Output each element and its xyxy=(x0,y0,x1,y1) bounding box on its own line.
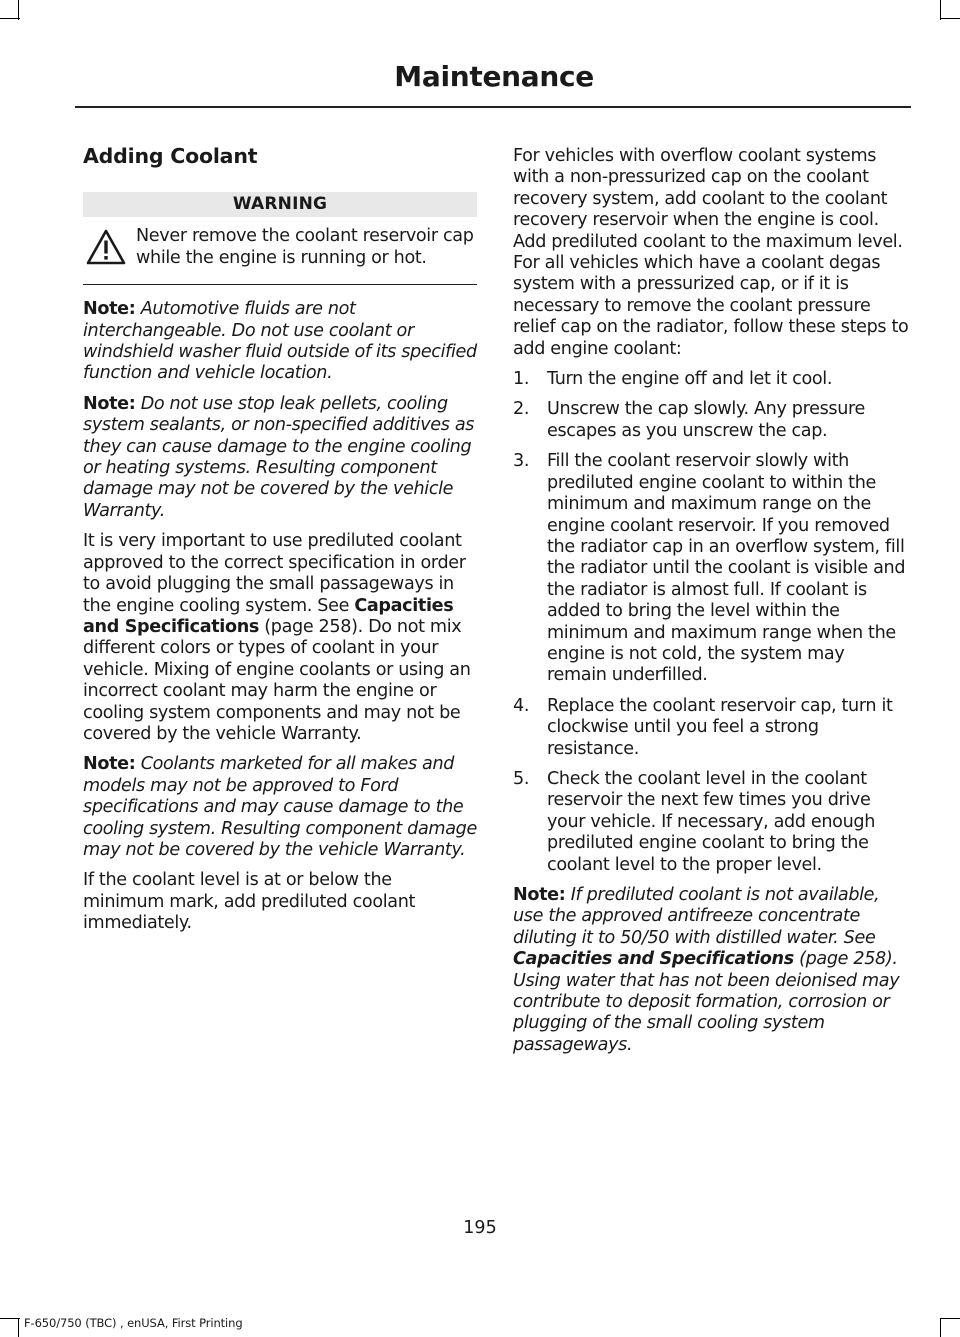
body-text: (page 258). Do not mix different colors or types of coolant in your vehicle. Mixing of engine coolants or using an incorrect coolant may harm the engine or cooling system components and may not be covered by the vehicle Warranty. xyxy=(83,616,471,744)
warning-triangle-icon xyxy=(86,229,126,265)
note-text: Do not use stop leak pellets, cooling system sealants, or non-specified additives as they can cause damage to the engine cooling or heating systems. Resulting component damage may not be covered by the vehicle Warranty. xyxy=(83,393,475,521)
note-paragraph xyxy=(83,299,477,385)
note-label: Note: xyxy=(83,393,136,414)
left-column xyxy=(83,146,477,944)
warning-body xyxy=(83,217,477,285)
note-text: Automotive fluids are not interchangeable. Do not use coolant or windshield washer fluid outside of its specified function and vehicle location. xyxy=(83,299,477,384)
step-number: 2. xyxy=(513,399,530,420)
footer-text: F-650/750 (TBC) , enUSA, First Printing xyxy=(24,1316,243,1330)
body-text: It is very important to use prediluted coolant approved to the correct specification in order to avoid plugging the small passageways in the engine cooling system. See xyxy=(83,531,466,616)
section-title: Maintenance xyxy=(394,60,594,93)
step-text: Fill the coolant reservoir slowly with prediluted engine coolant to within the minimum and maximum range on the engine coolant reservoir. If you removed the radiator cap in an overflow system, fill the radiator until the coolant is visible and the radiator is almost full. If coolant is added to bring the level within the minimum and maximum range when the engine is not cold, the system may remain underfilled. xyxy=(547,451,906,686)
body-paragraph: For vehicles with overflow coolant systems with a non-pressurized cap on the coolant recovery system, add coolant to the coolant recovery reservoir when the engine is cool. Add prediluted coolant to the maximum level. For all vehicles which have a coolant degas system with a pressurized cap, or if it is necessary to remove the coolant pressure relief cap on the radiator, follow these steps to add engine coolant: xyxy=(513,146,909,359)
crop-mark xyxy=(940,18,960,19)
step-text: Replace the coolant reservoir cap, turn it clockwise until you feel a strong resistance. xyxy=(547,695,893,759)
note-label: Note: xyxy=(83,754,136,775)
step-number: 5. xyxy=(513,768,530,789)
list-item xyxy=(513,451,909,686)
crop-mark xyxy=(0,18,20,19)
list-item xyxy=(513,769,909,876)
list-item xyxy=(513,369,909,390)
page-number: 195 xyxy=(463,1218,497,1238)
body-paragraph: If the coolant level is at or below the minimum mark, add prediluted coolant immediately. xyxy=(83,870,416,934)
note-paragraph xyxy=(513,885,909,1056)
body-paragraph xyxy=(83,531,477,745)
procedure-steps xyxy=(513,369,909,876)
cross-reference-link[interactable]: Capacities and Specifications xyxy=(513,949,794,970)
warning-label: WARNING xyxy=(83,192,477,217)
crop-mark xyxy=(940,0,941,20)
warning-box xyxy=(83,192,477,285)
note-text: If prediluted coolant is not available, use the approved antifreeze concentrate diluting it to 50/50 with distilled water. See xyxy=(513,885,880,948)
note-text: (page 258). Using water that has not been deionised may contribute to deposit formation, corrosion or plugging of the small cooling system passageways. xyxy=(513,949,900,1055)
note-label: Note: xyxy=(83,299,136,320)
crop-mark xyxy=(940,1318,960,1319)
step-text: Turn the engine off and let it cool. xyxy=(547,369,833,390)
right-column xyxy=(513,146,909,1065)
note-text: Coolants marketed for all makes and models may not be approved to Ford specifications and may cause damage to the cooling system. Resulting component damage may not be covered by the vehicle Warranty. xyxy=(83,754,477,860)
list-item xyxy=(513,696,909,760)
crop-mark xyxy=(0,1318,20,1319)
step-number: 1. xyxy=(513,369,530,390)
section-heading: Adding Coolant xyxy=(83,144,258,168)
list-item xyxy=(513,399,909,442)
step-text: Unscrew the cap slowly. Any pressure escapes as you unscrew the cap. xyxy=(547,399,865,441)
header-divider xyxy=(75,106,911,108)
step-number: 4. xyxy=(513,695,530,716)
crop-mark xyxy=(18,1318,19,1337)
cross-reference-link[interactable]: Capacities and Specifications xyxy=(83,595,454,637)
note-label: Note: xyxy=(513,885,566,905)
step-number: 3. xyxy=(513,451,530,472)
warning-text: Never remove the coolant reservoir cap while the engine is running or hot. xyxy=(136,226,474,268)
step-text: Check the coolant level in the coolant reservoir the next few times you drive your vehicle. If necessary, add enough prediluted engine coolant to bring the coolant level to the proper level. xyxy=(547,768,876,875)
crop-mark xyxy=(940,1318,941,1337)
note-paragraph xyxy=(83,394,477,522)
crop-mark xyxy=(18,0,19,20)
note-paragraph xyxy=(83,754,477,861)
